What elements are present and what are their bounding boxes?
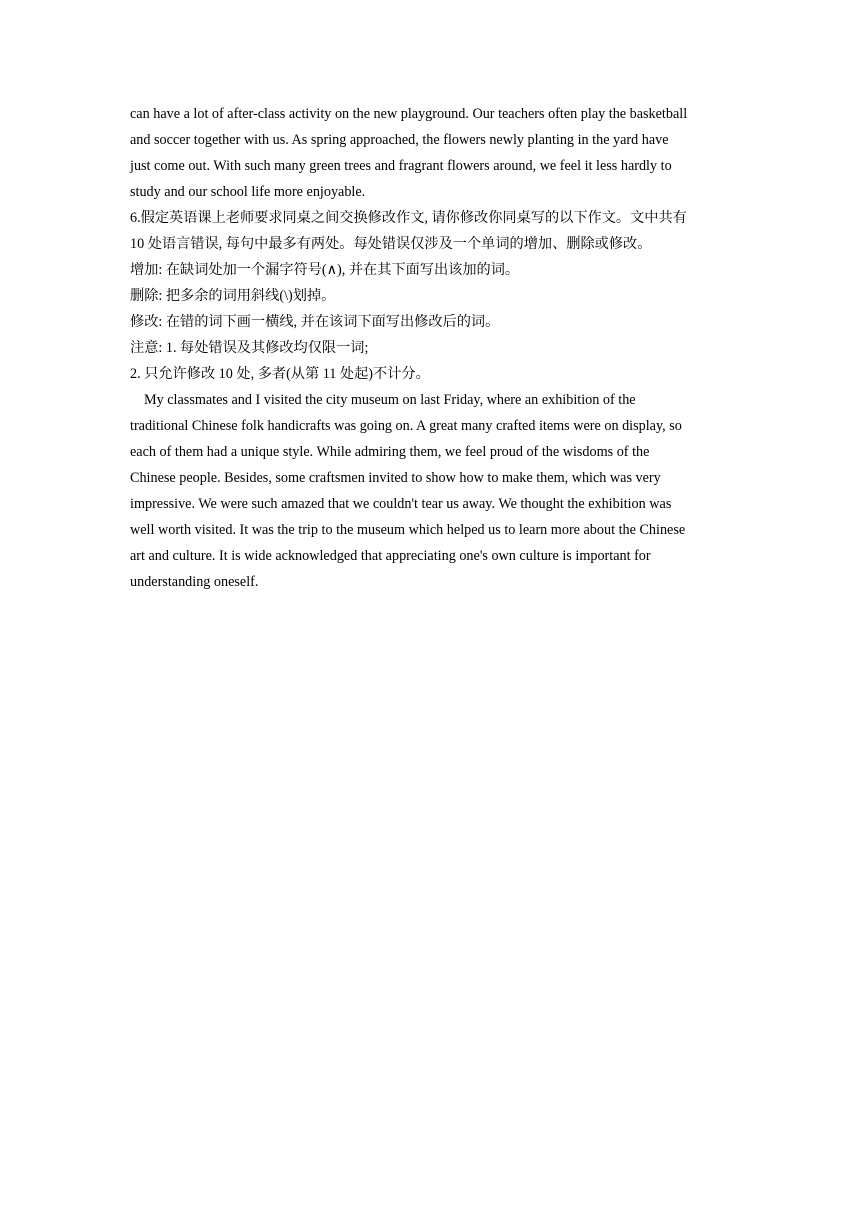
- instruction-line: 10 处语言错误, 每句中最多有两处。每处错误仅涉及一个单词的增加、删除或修改。: [130, 236, 652, 252]
- essay-line: art and culture. It is wide acknowledged that appreciating one's own culture is important for: [130, 548, 651, 564]
- essay-line: each of them had a unique style. While admiring them, we feel proud of the wisdoms of the: [130, 444, 650, 460]
- essay-line: My classmates and I visited the city museum on last Friday, where an exhibition of the: [144, 392, 636, 408]
- note-1: 注意: 1. 每处错误及其修改均仅限一词;: [130, 340, 369, 356]
- rule-add: 增加: 在缺词处加一个漏字符号(∧), 并在其下面写出该加的词。: [130, 262, 520, 278]
- question-6-instructions: [130, 205, 728, 387]
- rule-modify: 修改: 在错的词下画一横线, 并在该词下面写出修改后的词。: [130, 314, 500, 330]
- passage-line: just come out. With such many green trees and fragrant flowers around, we feel it less hardly to: [130, 158, 672, 174]
- essay-line: Chinese people. Besides, some craftsmen invited to show how to make them, which was very: [130, 470, 661, 486]
- essay-line: impressive. We were such amazed that we couldn't tear us away. We thought the exhibition was: [130, 496, 672, 512]
- instruction-line: 6.假定英语课上老师要求同桌之间交换修改作文, 请你修改你同桌写的以下作文。文中共有: [130, 210, 687, 226]
- essay-line: understanding oneself.: [130, 574, 259, 590]
- passage-line: study and our school life more enjoyable.: [130, 184, 366, 200]
- essay-line: traditional Chinese folk handicrafts was going on. A great many crafted items were on display, so: [130, 418, 682, 434]
- previous-passage: [130, 101, 728, 205]
- passage-line: can have a lot of after-class activity on the new playground. Our teachers often play the basketball: [130, 106, 688, 122]
- note-2: 2. 只允许修改 10 处, 多者(从第 11 处起)不计分。: [130, 366, 430, 382]
- essay-line: well worth visited. It was the trip to the museum which helped us to learn more about the Chinese: [130, 522, 686, 538]
- essay-passage: [130, 387, 728, 595]
- rule-delete: 删除: 把多余的词用斜线(\)划掉。: [130, 288, 336, 304]
- page-content: [130, 101, 728, 595]
- passage-line: and soccer together with us. As spring approached, the flowers newly planting in the yard have: [130, 132, 669, 148]
